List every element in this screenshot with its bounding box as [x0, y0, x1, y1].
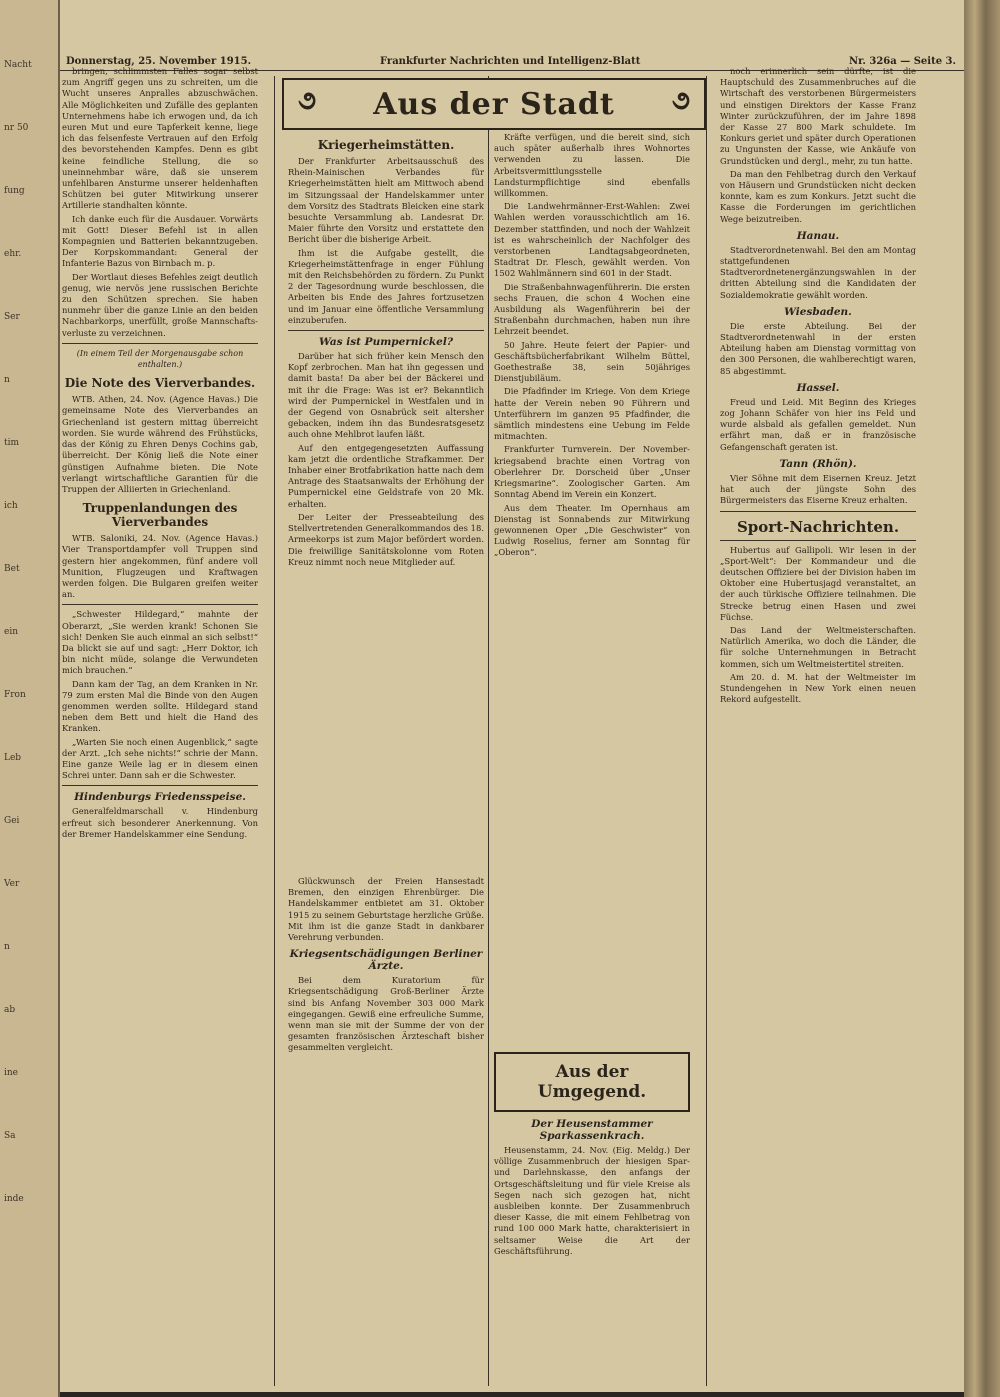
column-3 — [494, 132, 690, 1032]
article-text: Der Frankfurter Arbeitsausschuß des Rhein-Mainischen Verbandes für Kriegerheimstätten hielt am Mittwoch abend im Sitzungssaal der Handelskammer unter dem Vorsitz des Stadtrats Bleicken eine stark besuchte Versammlung ab. Landesrat Dr. Maier führte den Vorsitz und erstattete den Bericht über die bisherige Arbeit. — [288, 156, 484, 245]
article-text: Heusenstamm, 24. Nov. (Eig. Meldg.) Der völlige Zusammenbruch der hiesigen Spar- und Darlehnskasse, den anfangs der Ortsgeschäftsleitung und für viele Kreise als Segen nach sich gezogen hat, nicht ausbleiben konnte. Der Zusammenbruch dieser Kasse, die mit einem Fehlbetrag von rund 100 000 Mark hatte, charakterisiert in seltsamer Weise die Art der Geschäftsführung. — [494, 1145, 690, 1256]
ornament-icon: ૭ — [298, 86, 317, 116]
article-text: 50 Jahre. Heute feiert der Papier- und Geschäftsbücherfabrikant Wilhelm Büttel, Goethestraße 38, sein 50jähriges Dienstjubiläum. — [494, 339, 690, 384]
article-text: WTB. Saloniki, 24. Nov. (Agence Havas.) Vier Transportdampfer voll Truppen sind gestern hier angekommen, fünf andere voll Munition, Flugzeugen und Kraftwagen werden folgen. Die Bulgaren greifen weiter an. — [62, 533, 258, 600]
article-text: Die erste Abteilung. Bei der Stadtverordnetenwahl in der ersten Abteilung haben am Dienstag vormittag von den 300 Personen, die wahlberechtigt waren, 85 abgestimmt. — [720, 320, 916, 376]
column-2-lower — [288, 876, 484, 1376]
article-text: WTB. Athen, 24. Nov. (Agence Havas.) Die gemeinsame Note des Vierverbandes an Griechenland ist gestern mittag überreicht worden. Sie wurde während des Frühstücks, das der König zu Ehren Denys Cochins gab, überreicht. Der König ließ die Note einer günstigen Aufnahme bieten. Die Note verlangt wirtschaftliche Garantien für die Truppen der Alliierten in Griechenland. — [62, 394, 258, 494]
headline: Kriegerheimstätten. — [317, 138, 455, 152]
article-text: bringen, schlimmsten Falles sogar selbst zum Angriff gegen uns zu schreiten, um die Wucht unseres Anpralles abzuschwächen. Alle Möglichkeiten und Zufälle des geplanten Unternehmens habe ich erwogen und, da ich euren Mut und eure Tapferkeit kenne, liege ich das felsenfeste Vertrauen auf den Erfolg des bevorstehenden Kampfes. Denn es gibt keine feindliche Stellung, die so uneinnehmbar wäre, daß sie unserem unfehlbaren Ansturme unserer heldenhaften Schützen bei guter Mitwirkung unserer Artillerie standhalten könnte. — [62, 66, 258, 211]
article-text: noch erinnerlich sein dürfte, ist die Hauptschuld des Zusammenbruches auf die Wirtschaft des verstorbenen Bürgermeisters und einstigen Direktors der Kasse Franz Winter zurückzuführen, der im Jahre 1898 der Kasse 27 800 Mark schuldete. Im Konkurs geriet und später durch Operationen zu Ungunsten der Kasse, wie Ankäufe von Grundstücken und dergl., mehr, zu tun hatte. — [720, 66, 916, 166]
article-text: Die Pfadfinder im Kriege. Von dem Kriege hatte der Verein neben 90 Führern und Unterführern im ganzen 95 Pfadfinder, die sämtlich mindestens eine Uebung im Felde mitmachten. — [494, 386, 690, 442]
article-text: Der Wortlaut dieses Befehles zeigt deutlich genug, wie nervös jene russischen Berichte zu den Schützen sprechen. Sie haben nunmehr über die ganze Linie an den beiden Nachbarkorps, unerfüllt, große Mannschaftsverluste zu verzeichnen. — [62, 271, 258, 338]
edge-text-fragment: n — [4, 942, 10, 952]
ornament-icon: ૭ — [671, 86, 690, 116]
article-text: Der Leiter der Presseabteilung des Stellvertretenden Generalkommandos des 18. Armeekorps ist zum Major befördert worden. Die freiwillige Sanitätskolonne vom Roten Kreuz nimmt noch neue Mitglieder auf. — [288, 511, 484, 567]
edge-text-fragment: tim — [4, 438, 20, 448]
headline: Hindenburgs Friedensspeise. — [74, 791, 246, 804]
header-issue: Nr. 326a — Seite 3. — [848, 56, 956, 67]
article-text: Glückwunsch der Freien Hansestadt Bremen, den einzigen Ehrenbürger. Die Handelskammer entbietet am 31. Oktober 1915 zu seinem Geburtstage herzliche Grüße. Mit ihm ist die ganze Stadt in dankbarer Verehrung verbunden. — [288, 876, 484, 943]
article-text: Die Straßenbahnwagenführerin. Die ersten sechs Frauen, die schon 4 Wochen eine Ausbildung als Wagenführerin bei der Straßenbahn durchmachen, haben nun ihre Lehrzeit beendet. — [494, 281, 690, 337]
article-text: Auf den entgegengesetzten Auffassung kam jetzt die ordentliche Strafkammer. Der Inhaber einer Brotfabrikation hatte nach dem Antrage des Staatsanwalts der Erhöhung der Pumpernickel eine Geldstrafe von 20 Mk. erhalten. — [288, 442, 484, 509]
edge-text-fragment: Leb — [4, 753, 22, 763]
edge-text-fragment: nr 50 — [4, 123, 29, 133]
edge-text-fragment: inde — [4, 1194, 24, 1204]
section-title: Aus der Umgegend. — [537, 1062, 647, 1102]
column-rule — [706, 76, 707, 1386]
column-2-upper — [288, 132, 484, 872]
article-text: Freud und Leid. Mit Beginn des Krieges zog Johann Schäfer von hier ins Feld und wurde alsbald als gefallen gemeldet. Nun erfährt man, daß er in französische Gefangenschaft geraten ist. — [720, 396, 916, 452]
column-rule — [274, 76, 275, 1386]
headline: Hanau. — [796, 229, 840, 242]
edge-text-fragment: ein — [4, 627, 19, 637]
feuilleton-text: Dann kam der Tag, an dem Kranken in Nr. 79 zum ersten Mal die Binde von den Augen genommen werden sollte. Hildegard stand neben dem Bett und hielt die Hand des Kranken. — [62, 678, 258, 734]
headline: Der Heusenstammer Sparkassenkrach. — [531, 1118, 653, 1142]
article-text: Frankfurter Turnverein. Der Novemberkriegsabend brachte einen Vortrag von Oberlehrer Dr. Dorscheid über „Unser Kriegsmarine“. Zoologischer Garten. Am Sonntag Abend im Verein ein Konzert. — [494, 444, 690, 500]
feuilleton-text: „Warten Sie noch einen Augenblick,“ sagte der Arzt. „Ich sehe nichts!“ schrie der Mann. Eine ganze Weile lag er in diesem einen Schrei unter. Dann sah er die Schwester. — [62, 736, 258, 781]
article-text: Hubertus auf Gallipoli. Wir lesen in der „Sport-Welt“: Der Kommandeur und die deutschen Offiziere bei der Division haben im Oktober eine Hubertusjagd veranstaltet, an der auch türkische Offiziere teilnahmen. Die Strecke betrug einen Hasen und zwei Füchse. — [720, 544, 916, 622]
section-title: Sport-Nachrichten. — [736, 517, 900, 536]
adjacent-page-edge — [0, 0, 60, 1397]
edge-text-fragment: ich — [4, 501, 18, 511]
edge-text-fragment: Ser — [4, 312, 20, 322]
feuilleton-text: „Schwester Hildegard,“ mahnte der Oberarzt, „Sie werden krank! Schonen Sie sich! Denken Sie auch einmal an sich selbst!“ Da blickt sie auf und sagt: „Herr Doktor, ich bin nicht müde, solange die Verwundeten mich brauchen.“ — [62, 609, 258, 676]
edge-text-fragment: ehr. — [4, 249, 22, 259]
column-rule — [488, 76, 489, 1386]
article-text: Ich danke euch für die Ausdauer. Vorwärts mit Gott! Dieser Befehl ist in allen Kompagnien und Batterien bekanntzugeben. Der Korpskommandant: General der Infanterie Bazus von Birnbach m. p. — [62, 213, 258, 269]
article-text: Vier Söhne mit dem Eisernen Kreuz. Jetzt hat auch der jüngste Sohn des Bürgermeisters das Eiserne Kreuz erhalten. — [720, 472, 916, 506]
edge-text-fragment: Fron — [4, 690, 26, 700]
section-box-umgegend — [494, 1052, 690, 1112]
edge-text-fragment: Nacht — [4, 60, 32, 70]
article-text: Stadtverordnetenwahl. Bei den am Montag stattgefundenen Stadtverordnetenergänzungswahlen in der dritten Abteilung sind die Kandidaten der Sozialdemokratie gewählt worden. — [720, 244, 916, 300]
column-3-lower — [494, 1046, 690, 1376]
edition-note: (In einem Teil der Morgenausgabe schon enthalten.) — [76, 348, 244, 370]
edge-text-fragment: Gei — [4, 816, 20, 826]
section-title: Aus der Stadt — [373, 86, 615, 122]
section-masthead — [282, 78, 706, 130]
page-top-strip — [60, 0, 964, 36]
edge-text-fragment: Sa — [4, 1131, 16, 1141]
edge-text-fragment: fung — [4, 186, 25, 196]
edge-text-fragment: ab — [4, 1005, 16, 1015]
edge-text-fragment: n — [4, 375, 10, 385]
article-text: Die Landwehrmänner-Erst-Wahlen: Zwei Wahlen werden vorausschichtlich am 16. Dezember stattfinden, und noch der Wahlzeit ist es wahrscheinlich der Nachfolger des verstorbenen Landtagsabgeordneten, Stadtrat Dr. Flesch, gewählt werden. Von 1502 Wahlmännern sind 601 in der Stadt. — [494, 201, 690, 279]
article-text: Ihm ist die Aufgabe gestellt, die Kriegerheimstättenfrage in enger Fühlung mit den Reichsbehörden zu fördern. Zu Punkt 2 der Tagesordnung wurde beschlossen, die Arbeiten bis Ende des Jahres fortzusetzen und im Januar eine öffentliche Versammlung einzuberufen. — [288, 247, 484, 325]
header-date: Donnerstag, 25. November 1915. — [66, 56, 252, 67]
headline: Kriegsentschädigungen Berliner Ärzte. — [289, 948, 483, 973]
newspaper-page — [60, 36, 964, 1392]
headline: Die Note des Vierverbandes. — [64, 376, 256, 391]
headline: Was ist Pumpernickel? — [319, 336, 453, 349]
headline: Wiesbaden. — [784, 305, 852, 318]
article-text: Bei dem Kuratorium für Kriegsentschädigung Groß-Berliner Ärzte sind bis Anfang November 303 000 Mark eingegangen. Gewiß eine erfreuliche Summe, wenn man sie mit der Summe der von der gesamten französischen Ärzteschaft bisher gesammelten vergleicht. — [288, 975, 484, 1053]
edge-text-fragment: Ver — [4, 879, 20, 889]
column-1 — [62, 66, 258, 1386]
article-text: Am 20. d. M. hat der Weltmeister im Stundengehen in New York einen neuen Rekord aufgestellt. — [720, 671, 916, 705]
edge-text-fragment: ine — [4, 1068, 19, 1078]
article-text: Darüber hat sich früher kein Mensch den Kopf zerbrochen. Man hat ihn gegessen und damit basta! Da aber bei der Bäckerei und mit ihr die Frage: Was ist er? Bekanntlich wird der Pumpernickel in Westfalen und in der Gegend von Osnabrück seit altersher gebacken, indem ihn das Bundesratsgesetz auch ohne Mehlbrot laufen läßt. — [288, 351, 484, 440]
column-4 — [720, 66, 916, 1386]
article-text: Generalfeldmarschall v. Hindenburg erfreut sich besonderer Anerkennung. Von der Bremer Handelskammer eine Sendung. — [62, 806, 258, 839]
headline: Hassel. — [796, 381, 840, 394]
book-binding-edge — [964, 0, 1000, 1397]
article-text: Das Land der Weltmeisterschaften. Natürlich Amerika, wo doch die Länder, die für solche Unternehmungen in Betracht kommen, sich um Weltmeistertitel streiten. — [720, 624, 916, 669]
header-paper-title: Frankfurter Nachrichten und Intelligenz-Blatt — [380, 56, 641, 67]
article-text: Da man den Fehlbetrag durch den Verkauf von Häusern und Grundstücken nicht decken konnte, kam es zum Konkurs. Jetzt sucht die Kasse die Forderungen im gerichtlichen Wege beizutreiben. — [720, 168, 916, 224]
headline: Tann (Rhön). — [779, 457, 857, 470]
article-text: Kräfte verfügen, und die bereit sind, sich auch später außerhalb ihres Wohnortes verwenden zu lassen. Die Arbeitsvermittlungsstelle Landsturmpflichtige sind ebenfalls willkommen. — [494, 132, 690, 199]
article-text: Aus dem Theater. Im Opernhaus am Dienstag ist Sonnabends zur Mitwirkung gewonnenen Oper „Die Geschwister“ von Ludwig Roselius, ferner am Sonntag für „Oberon“. — [494, 502, 690, 558]
headline: Truppenlandungen des Vierverbandes — [82, 501, 238, 530]
edge-text-fragment: Bet — [4, 564, 20, 574]
